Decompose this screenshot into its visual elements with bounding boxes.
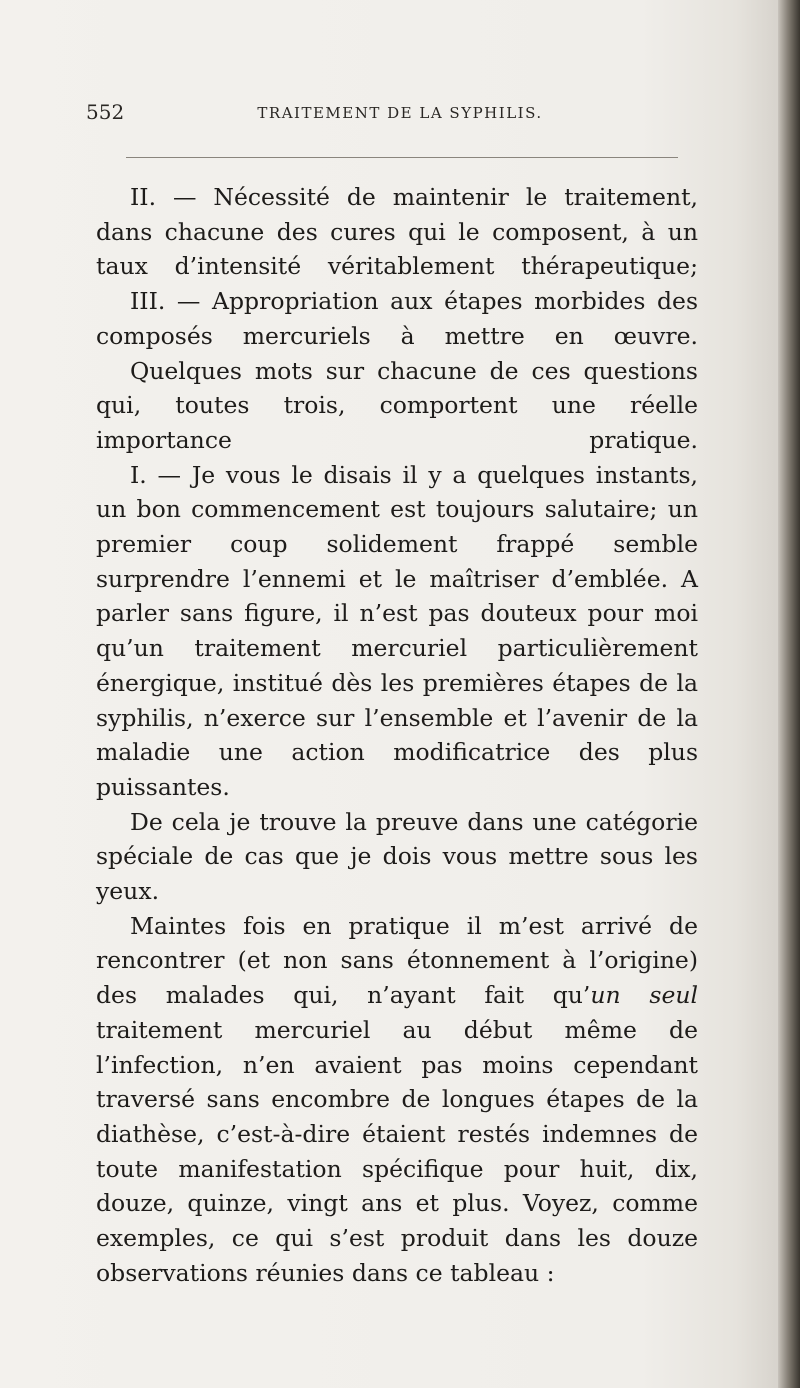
paragraph-text-end: traitement mercuriel au début même de l’infection, n’en avaient pas moins cependant traversé sans encombre de longues étapes de la diathèse, c’est-à-dire étaient restés indemnes de toute manifestation spécifique pour huit, dix, douze, quinze, vingt ans et plus. Voyez, comme exemples, ce qui s’est produit dans les douze observations réunies dans ce tableau : <box>96 1015 698 1287</box>
running-title: TRAITEMENT DE LA SYPHILIS. <box>257 104 543 122</box>
paragraph-II: II. — Nécessité de maintenir le traitement, dans chacune des cures qui le composent, à un taux d’intensité véritablement thérapeutique; <box>96 183 698 281</box>
italic-phrase: un seul <box>590 981 698 1010</box>
paragraph-preuve: De cela je trouve la preuve dans une catégorie spéciale de cas que je dois vous mettre sous les yeux. <box>96 807 698 906</box>
page-number: 552 <box>86 100 125 124</box>
page-edge-shadow <box>778 0 800 1388</box>
header-rule <box>126 157 678 158</box>
paragraph-I: I. — Je vous le disais il y a quelques instants, un bon commencement est toujours salutaire; un premier coup solidement frappé semble surprendre l’ennemi et le maîtriser d’emblée. A parler sans figure, il n’est pas douteux pour moi qu’un traitement mercuriel particulièrement énergique, institué dès les premières étapes de la syphilis, n’exerce sur l’ensemble et l’avenir de la maladie une action modificatrice des plus puissantes. <box>96 460 698 801</box>
paragraph-text-start: Maintes fois en pratique il m’est arrivé de rencontrer (et non sans étonnement à l’origine) des malades qui, n’ayant fait qu’ <box>96 911 698 1010</box>
body-text <box>96 180 698 1291</box>
paragraph-intro: Quelques mots sur chacune de ces questions qui, toutes trois, comportent une réelle importance pratique. <box>96 356 698 454</box>
page-header <box>86 100 680 124</box>
paragraph-III: III. — Appropriation aux étapes morbides des composés mercuriels à mettre en œuvre. <box>96 287 698 350</box>
paragraph-maintes-fois <box>96 909 698 1291</box>
